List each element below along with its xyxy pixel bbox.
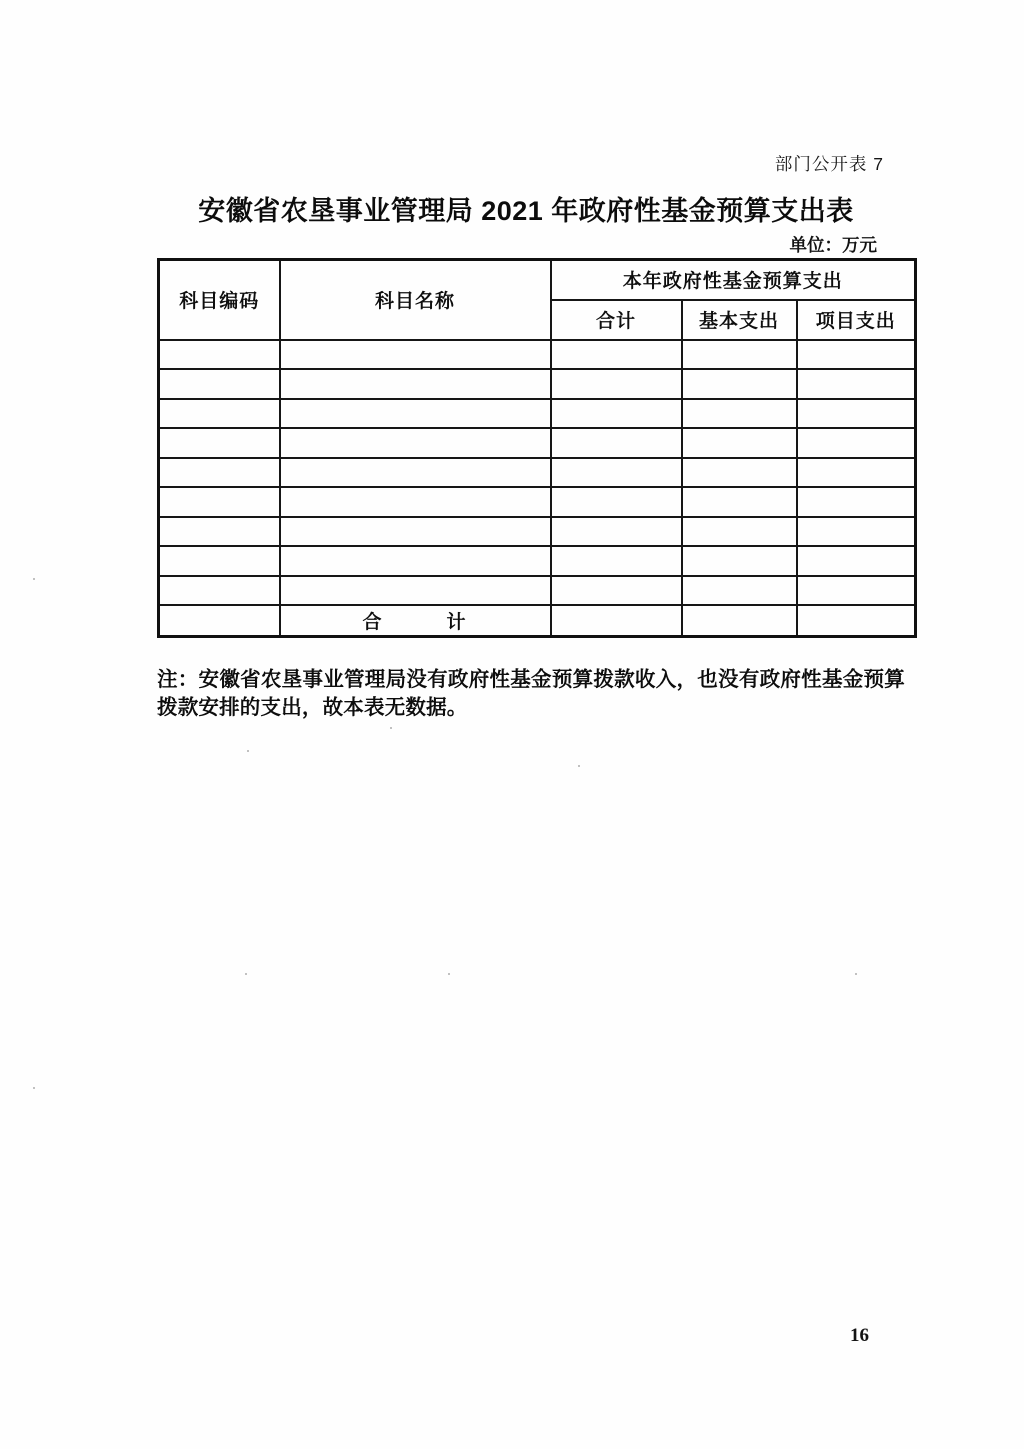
table-row: [159, 487, 916, 517]
total-row-project-cell: [797, 605, 916, 636]
empty-cell-code: [159, 428, 280, 458]
empty-cell-basic: [682, 458, 797, 488]
empty-cell-basic: [682, 546, 797, 576]
scan-speck: [448, 973, 450, 975]
empty-cell-basic: [682, 487, 797, 517]
empty-cell-code: [159, 369, 280, 399]
scan-speck: [578, 765, 580, 767]
empty-cell-project: [797, 576, 916, 606]
corner-table-label: 部门公开表 7: [774, 154, 884, 174]
empty-cell-project: [797, 428, 916, 458]
empty-cell-name: [280, 487, 551, 517]
empty-cell-name: [280, 369, 551, 399]
unit-label: 单位：万元: [789, 235, 877, 255]
empty-cell-total: [551, 428, 682, 458]
scan-speck: [247, 750, 249, 752]
empty-cell-name: [280, 399, 551, 429]
empty-cell-code: [159, 576, 280, 606]
scan-speck: [390, 727, 392, 729]
col-header-subject-name: 科目名称: [280, 260, 551, 340]
col-header-project-expenditure: 项目支出: [797, 300, 916, 340]
empty-cell-code: [159, 546, 280, 576]
scan-speck: [33, 578, 35, 580]
budget-table: [157, 258, 917, 638]
empty-cell-code: [159, 458, 280, 488]
total-row-basic-cell: [682, 605, 797, 636]
empty-cell-code: [159, 340, 280, 370]
table-row: [159, 428, 916, 458]
table-row: [159, 340, 916, 370]
empty-cell-total: [551, 546, 682, 576]
empty-cell-name: [280, 458, 551, 488]
empty-cell-basic: [682, 428, 797, 458]
footnote-text: 注：安徽省农垦事业管理局没有政府性基金预算拨款收入，也没有政府性基金预算拨款安排的支出，故本表无数据。: [157, 668, 905, 719]
col-header-total: 合计: [551, 300, 682, 340]
document-title: 安徽省农垦事业管理局 2021 年政府性基金预算支出表: [198, 196, 854, 226]
empty-cell-name: [280, 576, 551, 606]
empty-cell-total: [551, 576, 682, 606]
empty-cell-project: [797, 546, 916, 576]
scan-speck: [33, 1087, 35, 1089]
table-row: [159, 517, 916, 547]
total-row-label: 合 计: [280, 605, 551, 636]
empty-cell-total: [551, 399, 682, 429]
col-header-subject-code: 科目编码: [159, 260, 280, 340]
empty-cell-total: [551, 340, 682, 370]
empty-cell-total: [551, 369, 682, 399]
group-header-fund-budget-expenditure: 本年政府性基金预算支出: [551, 260, 916, 300]
col-header-basic-expenditure: 基本支出: [682, 300, 797, 340]
empty-cell-project: [797, 340, 916, 370]
empty-rows: [159, 340, 916, 606]
empty-cell-basic: [682, 576, 797, 606]
table-header: [159, 260, 916, 340]
empty-cell-total: [551, 458, 682, 488]
empty-cell-name: [280, 340, 551, 370]
empty-cell-total: [551, 517, 682, 547]
empty-cell-code: [159, 399, 280, 429]
empty-cell-total: [551, 487, 682, 517]
page-number: 16: [850, 1325, 869, 1346]
table-row: [159, 399, 916, 429]
table-row: [159, 576, 916, 606]
table-row: [159, 458, 916, 488]
empty-cell-basic: [682, 517, 797, 547]
empty-cell-name: [280, 517, 551, 547]
empty-cell-basic: [682, 399, 797, 429]
empty-cell-name: [280, 428, 551, 458]
empty-cell-project: [797, 487, 916, 517]
scan-speck: [855, 973, 857, 975]
header-row-1: [159, 260, 916, 300]
empty-cell-project: [797, 399, 916, 429]
empty-cell-code: [159, 517, 280, 547]
empty-cell-name: [280, 546, 551, 576]
total-row-code-cell: [159, 605, 280, 636]
table-row: [159, 369, 916, 399]
total-row: [159, 605, 916, 636]
table-footer: [159, 605, 916, 636]
empty-cell-basic: [682, 340, 797, 370]
empty-cell-basic: [682, 369, 797, 399]
table-row: [159, 546, 916, 576]
empty-cell-project: [797, 517, 916, 547]
empty-cell-project: [797, 458, 916, 488]
total-row-total-cell: [551, 605, 682, 636]
empty-cell-project: [797, 369, 916, 399]
empty-cell-code: [159, 487, 280, 517]
scan-speck: [245, 973, 247, 975]
